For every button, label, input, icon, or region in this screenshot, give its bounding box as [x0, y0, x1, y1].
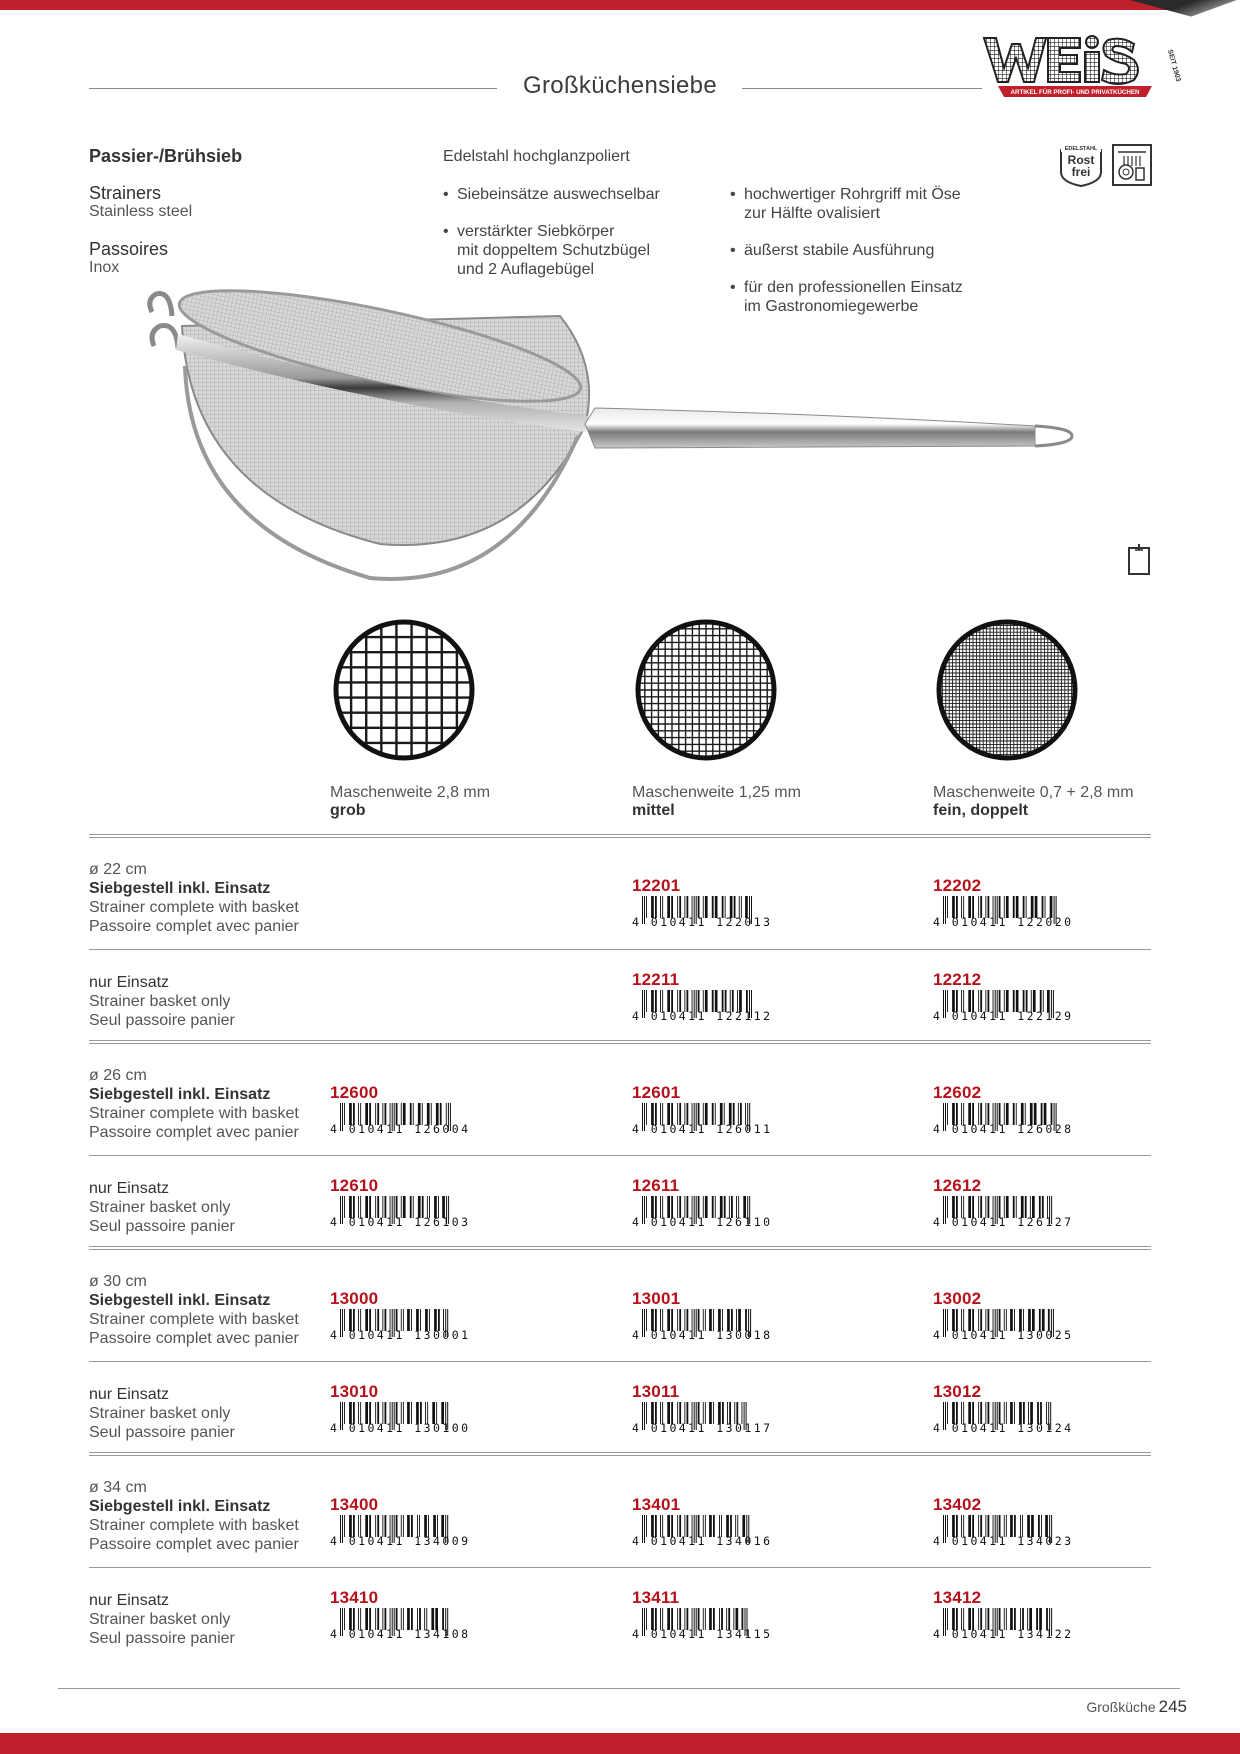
article-cell: [632, 1290, 792, 1338]
barcode-number: 4 010411 130124: [933, 1421, 1071, 1432]
label-fr: Passoire complet avec panier: [89, 1124, 299, 1141]
barcode-bar: [1006, 1309, 1007, 1331]
barcode: [933, 990, 1075, 1020]
rostfrei-top-text: EDELSTAHL: [1064, 146, 1098, 152]
table-rule: [89, 1155, 1151, 1156]
article-cell: [933, 1589, 1093, 1637]
label-de: nur Einsatz: [89, 1592, 170, 1609]
title-rule-left: [89, 88, 497, 89]
title-rule-right: [742, 88, 982, 89]
mesh-grade: grob: [330, 802, 366, 819]
article-code: 13401: [632, 1495, 681, 1514]
label-de: nur Einsatz: [89, 974, 170, 991]
size-diameter: ø 34 cm: [89, 1479, 147, 1496]
mesh-medium-icon: [632, 616, 780, 764]
barcode-bar: [1025, 1103, 1026, 1125]
barcode-bar: [1006, 1515, 1007, 1537]
table-rule: [89, 1567, 1151, 1568]
row-label-full: [89, 860, 299, 936]
barcode: [330, 1309, 472, 1339]
barcode: [933, 1103, 1075, 1133]
material-en: Stainless steel: [89, 203, 193, 220]
article-cell: [933, 1290, 1093, 1338]
barcode-number: 4 010411 130025: [933, 1328, 1071, 1339]
size-diameter: ø 30 cm: [89, 1273, 147, 1290]
article-code: 12211: [632, 970, 680, 989]
product-name-en: Strainers: [89, 183, 162, 203]
article-cell: [632, 1496, 792, 1544]
article-cell: [330, 1084, 490, 1132]
row-label-basket: [89, 1591, 235, 1648]
barcode: [933, 1608, 1075, 1638]
barcode-number: 4 010411 126011: [632, 1122, 770, 1133]
barcode-bar: [705, 1402, 706, 1424]
barcode-bar: [403, 1402, 404, 1424]
barcode-number: 4 010411 130117: [632, 1421, 770, 1432]
article-code: 12612: [933, 1176, 982, 1195]
feature-item: • verstärkter Siebkörper mit doppeltem Schutzbügel und 2 Auflagebügel: [443, 222, 693, 279]
page-number: 245: [1158, 1697, 1187, 1716]
label-en: Strainer basket only: [89, 1405, 231, 1422]
article-code: 13411: [632, 1588, 680, 1607]
mesh-grade: mittel: [632, 802, 675, 819]
label-de: nur Einsatz: [89, 1180, 170, 1197]
footer-section: Großküche: [1086, 1699, 1156, 1715]
barcode: [330, 1608, 472, 1638]
label-de: Siebgestell inkl. Einsatz: [89, 880, 271, 897]
barcode: [933, 1309, 1075, 1339]
article-cell: [330, 1290, 490, 1338]
label-fr: Seul passoire panier: [89, 1012, 235, 1029]
barcode-bar: [724, 1103, 725, 1125]
label-fr: Seul passoire panier: [89, 1424, 235, 1441]
article-code: 12610: [330, 1176, 379, 1195]
mesh-width: Maschenweite 2,8 mm: [330, 784, 491, 801]
product-name-fr: Passoires: [89, 239, 169, 259]
barcode-number: 4 010411 134016: [632, 1534, 770, 1545]
barcode: [933, 1196, 1075, 1226]
article-cell: [632, 877, 792, 925]
barcode-bar: [1006, 1608, 1007, 1630]
label-en: Strainer complete with basket: [89, 1311, 299, 1328]
barcode-number: 4 010411 134122: [933, 1627, 1071, 1638]
top-corner-accent: [1130, 0, 1240, 30]
barcode-number: 4 010411 122129: [933, 1009, 1071, 1020]
article-cell: [933, 877, 1093, 925]
article-cell: [632, 1589, 792, 1637]
label-de: Siebgestell inkl. Einsatz: [89, 1498, 271, 1515]
barcode-number: 4 010411 126004: [330, 1122, 468, 1133]
article-cell: [933, 1084, 1093, 1132]
article-cell: [933, 1177, 1093, 1225]
material-fr: Inox: [89, 259, 120, 276]
barcode-number: 4 010411 130100: [330, 1421, 468, 1432]
barcode: [632, 990, 774, 1020]
barcode: [933, 1402, 1075, 1432]
size-diameter: ø 22 cm: [89, 861, 147, 878]
barcode: [632, 1103, 774, 1133]
page-title: Großküchensiebe: [523, 72, 717, 99]
label-fr: Passoire complet avec panier: [89, 1330, 299, 1347]
barcode: [632, 1309, 774, 1339]
feature-list-1: [443, 185, 693, 297]
article-code: 13011: [632, 1382, 680, 1401]
rostfrei-line1: Rost: [1067, 153, 1095, 167]
barcode-bar: [440, 1103, 442, 1125]
barcode: [330, 1196, 472, 1226]
feature-item: • Siebeinsätze auswechselbar: [443, 185, 693, 204]
mesh-width: Maschenweite 0,7 + 2,8 mm: [933, 784, 1134, 801]
article-cell: [933, 971, 1093, 1019]
table-rule-double: [89, 1246, 1151, 1250]
strainer-product-image: [130, 286, 1080, 592]
barcode: [632, 896, 774, 926]
barcode-number: 4 010411 130001: [330, 1328, 468, 1339]
feature-item: • für den professionellen Einsatz im Gastronomiegewerbe: [730, 278, 990, 316]
row-label-full: [89, 1066, 299, 1142]
article-cell: [632, 1177, 792, 1225]
barcode-number: 4 010411 126110: [632, 1215, 770, 1226]
article-code: 12212: [933, 970, 982, 989]
mesh-grade: fein, doppelt: [933, 802, 1029, 819]
mesh-caption-fine: [933, 784, 1134, 820]
barcode-bar: [1043, 990, 1044, 1012]
page-footer: [1086, 1697, 1187, 1717]
bottom-accent-bar: [0, 1733, 1240, 1754]
barcode: [632, 1515, 774, 1545]
mesh-fine-icon: [933, 616, 1081, 764]
label-en: Strainer complete with basket: [89, 899, 299, 916]
barcode-number: 4 010411 126103: [330, 1215, 468, 1226]
table-rule-double: [89, 1040, 1151, 1044]
barcode: [632, 1402, 774, 1432]
article-code: 13400: [330, 1495, 379, 1514]
label-en: Strainer basket only: [89, 1199, 231, 1216]
mesh-width: Maschenweite 1,25 mm: [632, 784, 801, 801]
article-code: 13001: [632, 1289, 681, 1308]
barcode-bar: [705, 1608, 706, 1630]
barcode-number: 4 010411 134023: [933, 1534, 1071, 1545]
barcode-number: 4 010411 126028: [933, 1122, 1071, 1133]
barcode-number: 4 010411 122112: [632, 1009, 770, 1020]
article-cell: [632, 971, 792, 1019]
article-code: 12611: [632, 1176, 680, 1195]
label-fr: Seul passoire panier: [89, 1630, 235, 1647]
logo-since: SEIT 1903: [1165, 48, 1182, 83]
rostfrei-badge: [1058, 144, 1104, 188]
barcode-number: 4 010411 122020: [933, 915, 1071, 926]
feature-item: • äußerst stabile Ausführung: [730, 241, 990, 260]
barcode: [933, 1515, 1075, 1545]
barcode: [330, 1402, 472, 1432]
barcode-number: 4 010411 122013: [632, 915, 770, 926]
article-code: 13000: [330, 1289, 379, 1308]
barcode-number: 4 010411 134115: [632, 1627, 770, 1638]
article-code: 13402: [933, 1495, 982, 1514]
barcode-bar: [403, 1608, 404, 1630]
label-de: nur Einsatz: [89, 1386, 170, 1403]
article-code: 12601: [632, 1083, 681, 1102]
mesh-coarse-icon: [330, 616, 478, 764]
barcode-bar: [705, 1515, 706, 1537]
article-cell: [330, 1383, 490, 1431]
barcode-bar: [431, 1103, 432, 1125]
article-cell: [933, 1496, 1093, 1544]
barcode-bar: [1006, 1402, 1007, 1424]
barcode-number: 4 010411 126127: [933, 1215, 1071, 1226]
feature-material: Edelstahl hochglanzpoliert: [443, 148, 630, 165]
article-code: 13002: [933, 1289, 982, 1308]
top-accent-bar: [0, 0, 1240, 10]
mesh-caption-medium: [632, 784, 801, 820]
article-code: 12201: [632, 876, 681, 895]
article-cell: [632, 1383, 792, 1431]
feature-item: • hochwertiger Rohrgriff mit Öse zur Hälfte ovalisiert: [730, 185, 990, 223]
row-label-basket: [89, 1385, 235, 1442]
label-en: Strainer basket only: [89, 1611, 231, 1628]
barcode: [933, 896, 1075, 926]
label-en: Strainer complete with basket: [89, 1517, 299, 1534]
label-fr: Seul passoire panier: [89, 1218, 235, 1235]
article-code: 12600: [330, 1083, 379, 1102]
article-cell: [330, 1496, 490, 1544]
article-card-icon: [1127, 544, 1151, 576]
weis-logo: [982, 34, 1182, 100]
label-fr: Passoire complet avec panier: [89, 918, 299, 935]
barcode-number: 4 010411 134108: [330, 1627, 468, 1638]
article-cell: [933, 1383, 1093, 1431]
label-en: Strainer basket only: [89, 993, 231, 1010]
dishwasher-safe-icon: [1112, 144, 1152, 186]
article-code: 12602: [933, 1083, 982, 1102]
article-code: 13412: [933, 1588, 982, 1607]
article-code: 13010: [330, 1382, 379, 1401]
row-label-basket: [89, 973, 235, 1030]
barcode: [330, 1515, 472, 1545]
barcode-bar: [403, 1515, 404, 1537]
size-diameter: ø 26 cm: [89, 1067, 147, 1084]
label-de: Siebgestell inkl. Einsatz: [89, 1086, 271, 1103]
barcode-number: 4 010411 130018: [632, 1328, 770, 1339]
product-name-de: Passier-/Brühsieb: [89, 146, 243, 166]
row-label-full: [89, 1272, 299, 1348]
label-fr: Passoire complet avec panier: [89, 1536, 299, 1553]
table-rule: [89, 949, 1151, 950]
barcode-number: 4 010411 134009: [330, 1534, 468, 1545]
table-rule-double: [89, 1452, 1151, 1456]
rostfrei-line2: frei: [1071, 165, 1091, 179]
article-code: 12202: [933, 876, 982, 895]
table-rule: [89, 1361, 1151, 1362]
row-label-full: [89, 1478, 299, 1554]
label-de: Siebgestell inkl. Einsatz: [89, 1292, 271, 1309]
mesh-caption-coarse: [330, 784, 490, 820]
logo-tagline: ARTIKEL FÜR PROFI- UND PRIVATKÜCHEN: [1010, 89, 1140, 96]
barcode: [632, 1608, 774, 1638]
article-code: 13410: [330, 1588, 379, 1607]
article-cell: [330, 1177, 490, 1225]
row-label-basket: [89, 1179, 235, 1236]
article-cell: [330, 1589, 490, 1637]
barcode-bar: [403, 1309, 404, 1331]
footer-rule: [58, 1688, 1180, 1689]
barcode: [632, 1196, 774, 1226]
barcode: [330, 1103, 472, 1133]
article-code: 13012: [933, 1382, 982, 1401]
barcode-bar: [422, 1103, 423, 1125]
article-cell: [632, 1084, 792, 1132]
table-rule-double: [89, 834, 1151, 838]
barcode-bar: [705, 1309, 706, 1331]
label-en: Strainer complete with basket: [89, 1105, 299, 1122]
